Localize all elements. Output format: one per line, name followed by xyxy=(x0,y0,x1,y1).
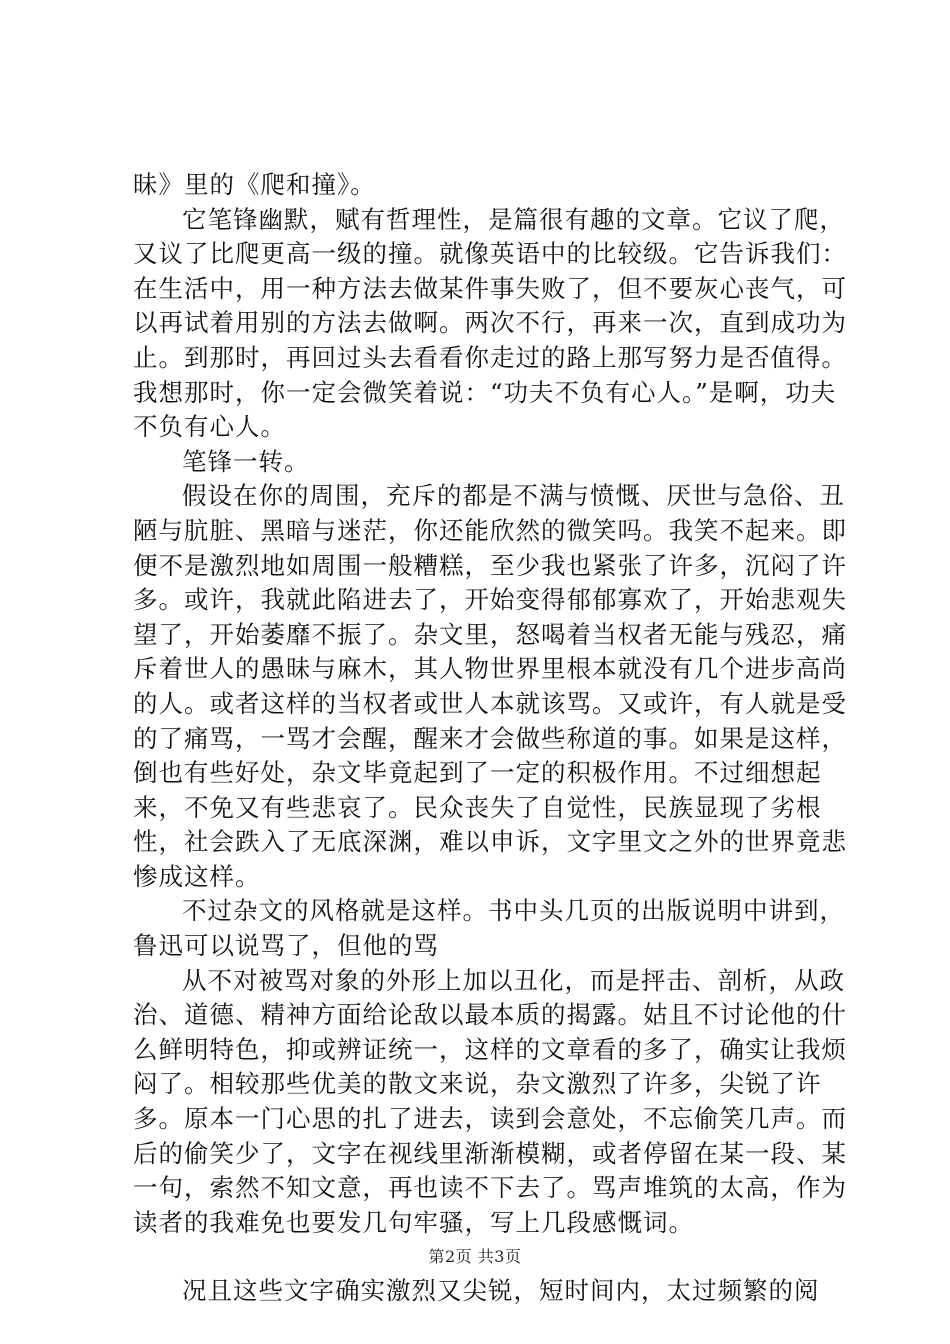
paragraph-1: 昧》里的《爬和撞》。 xyxy=(133,170,376,199)
paragraph-7: 况且这些文字确实激烈又尖锐，短时间内，太过频繁的阅 xyxy=(182,1276,820,1306)
paragraph-5: 不过杂文的风格就是这样。书中头几页的出版说明中讲到，鲁迅可以说骂了，但他的骂 xyxy=(133,896,845,961)
document-body xyxy=(133,168,853,1309)
page-footer: 第2页 共3页 xyxy=(428,1247,522,1266)
paragraph-4: 假设在你的周围，充斥的都是不满与愤慨、厌世与急俗、丑陋与肮脏、黑暗与迷茫，你还能欣然的微笑吗。我笑不起来。即便不是激烈地如周围一般糟糕，至少我也紧张了许多，沉闷了许多。或许，我就此陷进去了，开始变得郁郁寡欢了，开始悲观失望了，开始萎靡不振了。杂文里，怒喝着当权者无能与残忍，痛斥着世人的愚昧与麻木，其人物世界里根本就没有几个进步高尚的人。或者这样的当权者或世人本就该骂。又或许，有人就是受的了痛骂，一骂才会醒，醒来才会做些称道的事。如果是这样，倒也有些好处，杂文毕竟起到了一定的积极作用。不过细想起来，不免又有些悲哀了。民众丧失了自觉性，民族显现了劣根性，社会跌入了无底深渊，难以申诉，文字里文之外的世界竟悲惨成这样。 xyxy=(133,481,847,891)
paragraph-2: 它笔锋幽默，赋有哲理性，是篇很有趣的文章。它议了爬，又议了比爬更高一级的撞。就像英语中的比较级。它告诉我们：在生活中，用一种方法去做某件事失败了，但不要灰心丧气，可以再试着用别的方法去做啊。两次不行，再来一次，直到成功为止。到那时，再回过头去看看你走过的路上那写努力是否值得。我想那时，你一定会微笑着说：“功夫不负有心人。”是啊，功夫不负有心人。 xyxy=(133,204,847,442)
paragraph-3: 笔锋一转。 xyxy=(182,446,310,476)
paragraph-6: 从不对被骂对象的外形上加以丑化，而是抨击、剖析，从政治、道德、精神方面给论敌以最本质的揭露。姑且不讨论他的什么鲜明特色，抑或辨证统一，这样的文章看的多了，确实让我烦闷了。相较那些优美的散文来说，杂文激烈了许多，尖锐了许多。原本一门心思的扎了进去，读到会意处，不忘偷笑几声。而后的偷笑少了，文字在视线里渐渐模糊，或者停留在某一段、某一句，索然不知文意，再也读不下去了。骂声堆筑的太高，作为读者的我难免也要发几句牢骚，写上几段感慨词。 xyxy=(133,965,847,1237)
